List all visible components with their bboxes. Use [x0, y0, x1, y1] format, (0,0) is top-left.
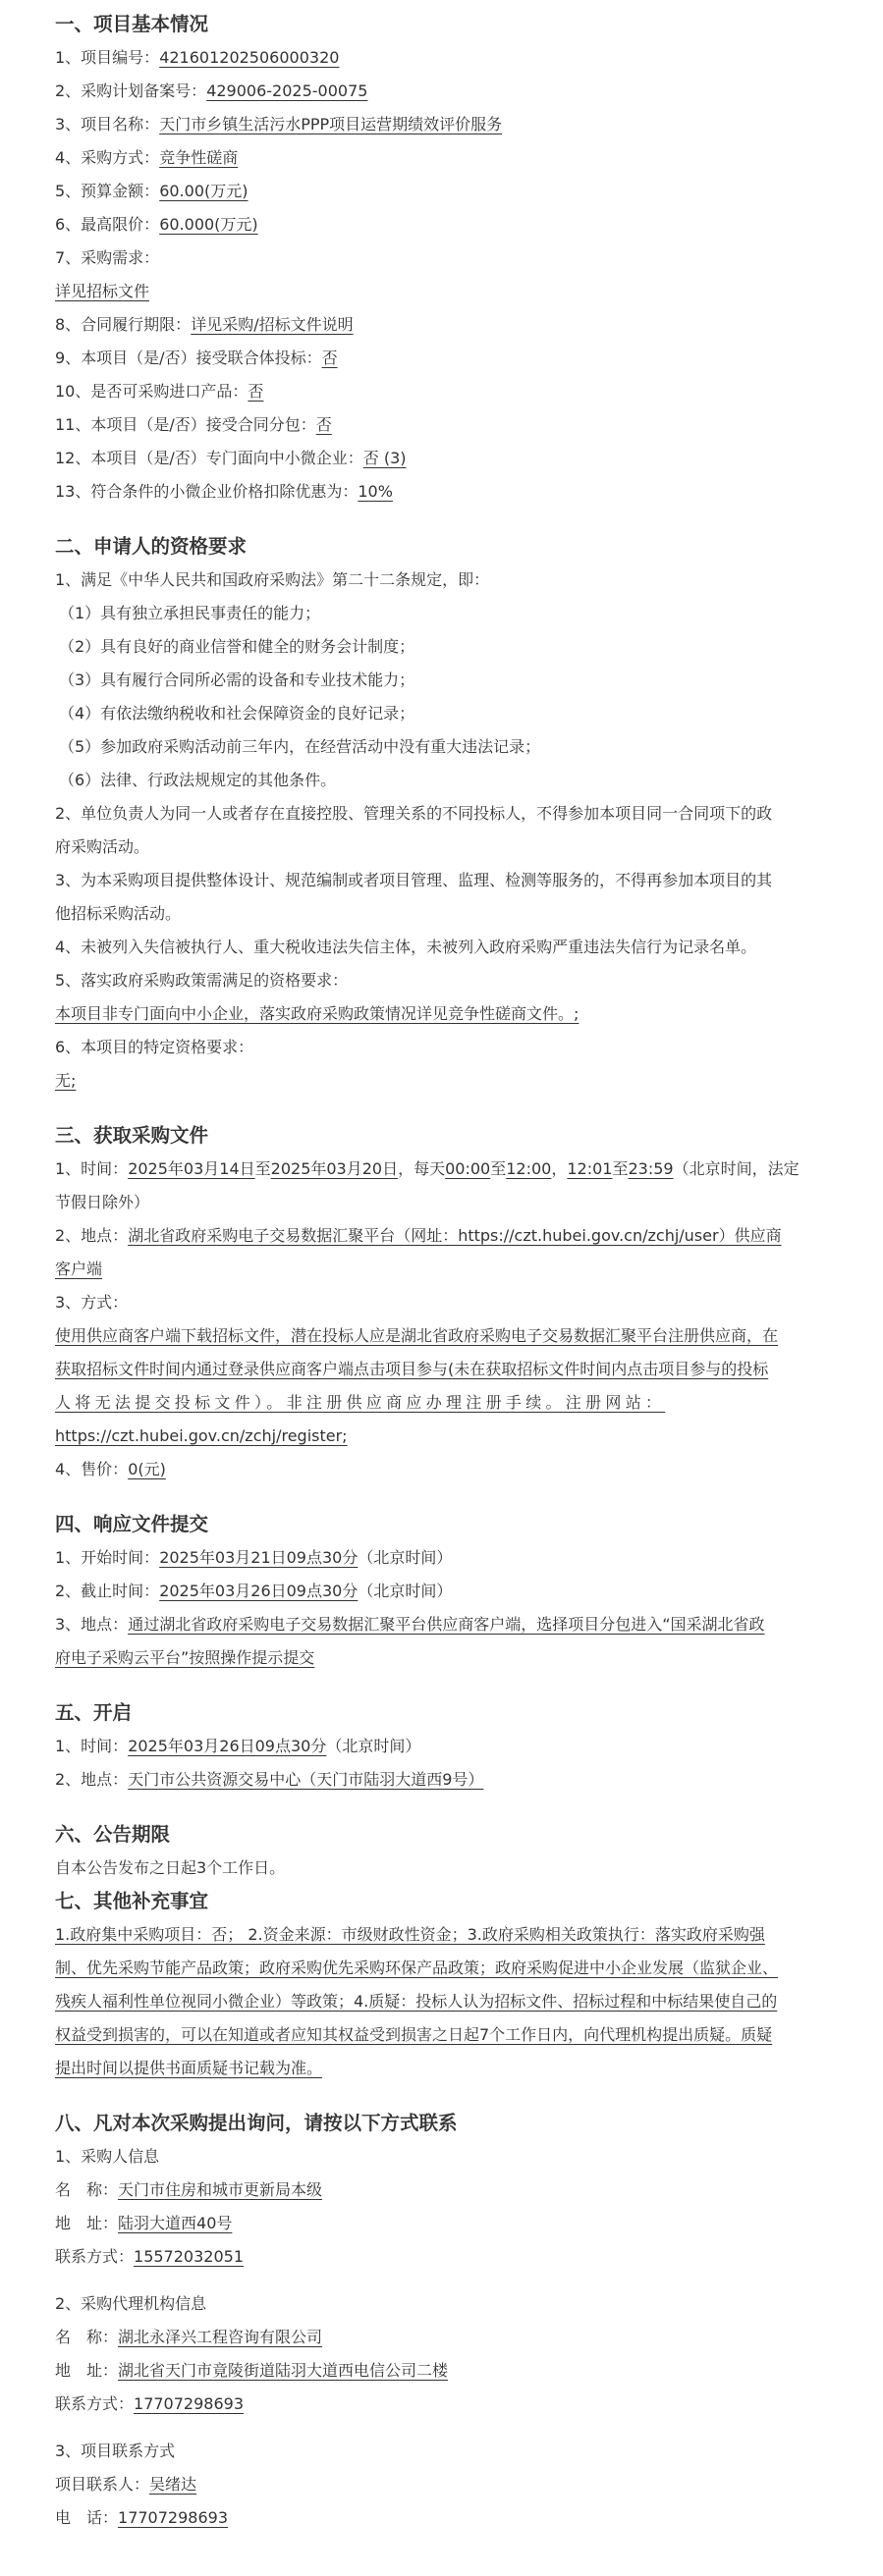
obtain-end-date: 2025年03月20日 [270, 1159, 399, 1178]
project-contact-person [55, 2468, 828, 2501]
submit-end-value: 2025年03月26日09点30分 [159, 1582, 359, 1600]
label: 名 称： [55, 2328, 119, 2346]
qualification-2-line1: 2、单位负责人为同一人或者存在直接控股、管理关系的不同投标人，不得参加本项目同一合同项下的政 [55, 804, 773, 823]
project-contact-phone-value: 17707298693 [118, 2508, 228, 2527]
spacer [55, 1797, 828, 1818]
label: 7、采购需求： [55, 248, 160, 267]
label: 8、合同履行期限： [55, 315, 192, 334]
submit-end-time [55, 1575, 828, 1608]
obtain-time [55, 1153, 828, 1186]
qualification-1b: （2）具有良好的商业信誉和健全的财务会计制度； [59, 637, 415, 656]
contract-subcontract [55, 408, 828, 442]
text: （北京时间，法定 [673, 1159, 800, 1178]
contract-subcontract-value: 否 [315, 415, 332, 434]
obtain-location-value-2: 客户端 [55, 1260, 103, 1278]
text: 至 [490, 1159, 507, 1178]
other-matters-line5 [55, 2052, 828, 2085]
project-contact-title: 3、项目联系方式 [55, 2442, 176, 2460]
obtain-method-line2 [55, 1353, 828, 1386]
purchaser-address-value: 陆羽大道西40号 [118, 2214, 233, 2232]
label: 名 称： [55, 2180, 119, 2199]
text: 至 [612, 1159, 629, 1178]
obtain-start-date: 2025年03月14日 [128, 1159, 255, 1178]
obtain-hour-1: 00:00 [445, 1159, 491, 1178]
label: 9、本项目（是/否）接受联合体投标： [55, 349, 322, 367]
label: 5、预算金额： [55, 182, 160, 200]
qualification-1d: （4）有依法缴纳税收和社会保障资金的良好记录； [59, 704, 415, 723]
label: 3、项目名称： [55, 115, 160, 134]
purchaser-phone [55, 2240, 828, 2274]
section-title-opening: 五、开启 [55, 1701, 133, 1724]
import-products-value: 否 [248, 382, 264, 401]
notice-period-text: 自本公告发布之日起3个工作日。 [55, 1858, 286, 1877]
obtain-method-line3 [55, 1386, 828, 1420]
label: 4、采购方式： [55, 148, 160, 167]
submit-location-line2 [55, 1641, 828, 1675]
procurement-requirement-value-line [55, 275, 828, 308]
opening-location-value: 天门市公共资源交易中心（天门市陆羽大道西9号） [128, 1770, 484, 1789]
obtain-method-text: 使用供应商客户端下载招标文件，潜在投标人应是湖北省政府采购电子交易数据汇聚平台注册供应商，在 [55, 1326, 779, 1345]
spacer [55, 1675, 828, 1696]
procurement-requirement [55, 242, 828, 275]
qualification-5-value: 本项目非专门面向中小企业，落实政府采购政策情况详见竞争性磋商文件。; [55, 1004, 579, 1023]
budget-amount-value: 60.00(万元) [159, 182, 248, 200]
spacer [55, 1486, 828, 1508]
obtain-method-label: 3、方式： [55, 1293, 129, 1312]
submit-location-value: 通过湖北省政府采购电子交易数据汇聚平台供应商客户端，选择项目分包进入“国采湖北省政 [128, 1615, 765, 1634]
qualification-2-line2: 府采购活动。 [55, 837, 150, 856]
contract-period-value: 详见采购/招标文件说明 [191, 315, 354, 334]
qualification-3-line1: 3、为本采购项目提供整体设计、规范编制或者项目管理、监理、检测等服务的，不得再参加本项目的其 [55, 871, 773, 889]
qualification-6-label: 6、本项目的特定资格要求： [55, 1038, 254, 1056]
purchaser-phone-value: 15572032051 [134, 2247, 244, 2266]
qualification-1f: （6）法律、行政法规规定的其他条件。 [59, 771, 337, 789]
project-number [55, 41, 828, 75]
qualification-4: 4、未被列入失信被执行人、重大税收违法失信主体，未被列入政府采购严重违法失信行为记录名单。 [55, 938, 757, 956]
other-matters-line2 [55, 1952, 828, 1985]
text: ，每天 [398, 1159, 446, 1178]
sme-dedicated-value: 否 (3) [362, 449, 407, 467]
purchaser-name [55, 2174, 828, 2207]
other-matters-text: 权益受到损害的，可以在知道或者应知其权益受到损害之日起7个工作日内，向代理机构提出质疑。质疑 [55, 2025, 773, 2044]
plan-record-number-value: 429006-2025-00075 [206, 81, 368, 100]
spacer [55, 2085, 828, 2107]
label: 1、时间： [55, 1159, 129, 1178]
agency-name [55, 2321, 828, 2354]
obtain-time-tail: 节假日除外） [55, 1193, 150, 1211]
label: 项目联系人： [55, 2475, 150, 2494]
plan-record-number [55, 75, 828, 108]
label: 1、项目编号： [55, 48, 160, 67]
obtain-location-line2 [55, 1253, 828, 1286]
spacer [55, 2274, 828, 2287]
purchaser-info-title: 1、采购人信息 [55, 2147, 160, 2166]
small-enterprise-discount-value: 10% [358, 482, 393, 501]
obtain-method-line4 [55, 1420, 828, 1453]
label: 1、时间： [55, 1737, 129, 1755]
max-price [55, 208, 828, 242]
qualification-1e: （5）参加政府采购活动前三年内，在经营活动中没有重大违法记录； [59, 737, 541, 756]
label: 10、是否可采购进口产品： [55, 382, 248, 401]
obtain-price [55, 1453, 828, 1486]
obtain-method-text: 获取招标文件时间内通过登录供应商客户端点击项目参与(未在获取招标文件时间内点击项目参与的投标 [55, 1360, 769, 1378]
submit-location [55, 1608, 828, 1641]
label: 联系方式： [55, 2247, 135, 2266]
other-matters-text: 提出时间以提供书面质疑书记载为准。 [55, 2059, 323, 2077]
other-matters-line3 [55, 1985, 828, 2018]
qualification-3-line2: 他招标采购活动。 [55, 904, 182, 923]
label: 电 话： [55, 2508, 119, 2527]
section-title-response-submission: 四、响应文件提交 [55, 1513, 209, 1535]
purchaser-name-value: 天门市住房和城市更新局本级 [118, 2180, 323, 2199]
section-title-qualification: 二、申请人的资格要求 [55, 535, 248, 558]
label: 联系方式： [55, 2394, 135, 2413]
qualification-5-label: 5、落实政府采购政策需满足的资格要求： [55, 971, 349, 990]
text: （北京时间） [326, 1737, 421, 1755]
project-name [55, 108, 828, 141]
text: （北京时间） [358, 1548, 453, 1567]
register-link[interactable]: https://czt.hubei.gov.cn/zchj/register; [55, 1426, 348, 1445]
section-title-basic-info: 一、项目基本情况 [55, 13, 209, 35]
opening-time-value: 2025年03月26日09点30分 [128, 1737, 327, 1755]
obtain-hour-2: 12:00 [506, 1159, 552, 1178]
spacer [55, 509, 828, 530]
agency-info-title: 2、采购代理机构信息 [55, 2294, 207, 2313]
obtain-method-text: 人将无法提交投标文件）。非注册供应商应办理注册手续。注册网站： [55, 1393, 666, 1412]
other-matters-text: 1.政府集中采购项目：否； 2.资金来源：市级财政性资金；3.政府采购相关政策执行：落实政府采购强 [55, 1925, 765, 1944]
consortium-bid [55, 342, 828, 375]
label: 2、地点： [55, 1770, 129, 1789]
agency-address-value: 湖北省天门市竟陵街道陆羽大道西电信公司二楼 [118, 2361, 449, 2380]
agency-phone-value: 17707298693 [134, 2394, 244, 2413]
opening-location [55, 1763, 828, 1797]
qualification-5-value-line [55, 997, 828, 1031]
qualification-1: 1、满足《中华人民共和国政府采购法》第二十二条规定，即： [55, 570, 490, 589]
other-matters-line1 [55, 1918, 828, 1952]
obtain-method-line1 [55, 1319, 828, 1353]
other-matters-line4 [55, 2018, 828, 2052]
budget-amount [55, 175, 828, 208]
obtain-location [55, 1219, 828, 1253]
label: 4、售价： [55, 1460, 129, 1478]
label: 11、本项目（是/否）接受合同分包： [55, 415, 316, 434]
label: 3、地点： [55, 1615, 129, 1634]
label: 2、采购计划备案号： [55, 81, 207, 100]
label: 地 址： [55, 2214, 119, 2232]
max-price-value: 60.000(万元) [159, 215, 258, 234]
submit-location-value-2: 府电子采购云平台”按照操作提示提交 [55, 1648, 315, 1667]
text: （北京时间） [358, 1582, 453, 1600]
project-name-value: 天门市乡镇生活污水PPP项目运营期绩效评价服务 [159, 115, 503, 134]
qualification-6-value: 无; [55, 1071, 77, 1090]
procurement-method [55, 141, 828, 175]
text: 至 [254, 1159, 271, 1178]
agency-phone [55, 2388, 828, 2421]
section-title-other-matters: 七、其他补充事宜 [55, 1890, 209, 1912]
other-matters-text: 制、优先采购节能产品政策；政府采购优先采购环保产品政策；政府采购促进中小企业发展（监狱企业、 [55, 1959, 779, 1977]
obtain-hour-3: 12:01 [567, 1159, 613, 1178]
other-matters-text: 残疾人福利性单位视同小微企业）等政策；4.质疑：投标人认为招标文件、招标过程和中标结果使自己的 [55, 1992, 778, 2011]
agency-name-value: 湖北永泽兴工程咨询有限公司 [118, 2328, 323, 2346]
sme-dedicated [55, 442, 828, 475]
project-number-value: 421601202506000320 [159, 48, 340, 67]
procurement-method-value: 竞争性磋商 [159, 148, 239, 167]
submit-start-time [55, 1541, 828, 1575]
obtain-location-value[interactable]: 湖北省政府采购电子交易数据汇聚平台（网址：https://czt.hubei.gov.cn/zchj/user）供应商 [128, 1226, 782, 1245]
qualification-1c: （3）具有履行合同所必需的设备和专业技术能力； [59, 671, 415, 689]
procurement-requirement-value: 详见招标文件 [55, 282, 150, 300]
small-enterprise-discount [55, 475, 828, 509]
label: 12、本项目（是/否）专门面向中小微企业： [55, 449, 363, 467]
obtain-price-value: 0(元) [128, 1460, 166, 1478]
label: 1、开始时间： [55, 1548, 160, 1567]
project-contact-phone [55, 2501, 828, 2535]
section-title-notice-period: 六、公告期限 [55, 1823, 171, 1846]
project-contact-person-value: 吴绪达 [149, 2475, 197, 2494]
label: 2、地点： [55, 1226, 129, 1245]
label: 13、符合条件的小微企业价格扣除优惠为： [55, 482, 359, 501]
qualification-1a: （1）具有独立承担民事责任的能力； [59, 604, 321, 622]
purchaser-address [55, 2207, 828, 2240]
spacer [55, 2421, 828, 2435]
label: 地 址： [55, 2361, 119, 2380]
import-products [55, 375, 828, 408]
section-title-contact: 八、凡对本次采购提出询问，请按以下方式联系 [55, 2112, 458, 2134]
opening-time [55, 1730, 828, 1763]
label: 2、截止时间： [55, 1582, 160, 1600]
spacer [55, 1098, 828, 1119]
obtain-hour-4: 23:59 [628, 1159, 674, 1178]
label: 6、最高限价： [55, 215, 160, 234]
submit-start-value: 2025年03月21日09点30分 [159, 1548, 359, 1567]
qualification-6-value-line [55, 1064, 828, 1098]
section-title-obtain-documents: 三、获取采购文件 [55, 1124, 209, 1147]
text: ， [551, 1159, 568, 1178]
contract-period [55, 308, 828, 342]
agency-address [55, 2354, 828, 2388]
consortium-bid-value: 否 [321, 349, 338, 367]
